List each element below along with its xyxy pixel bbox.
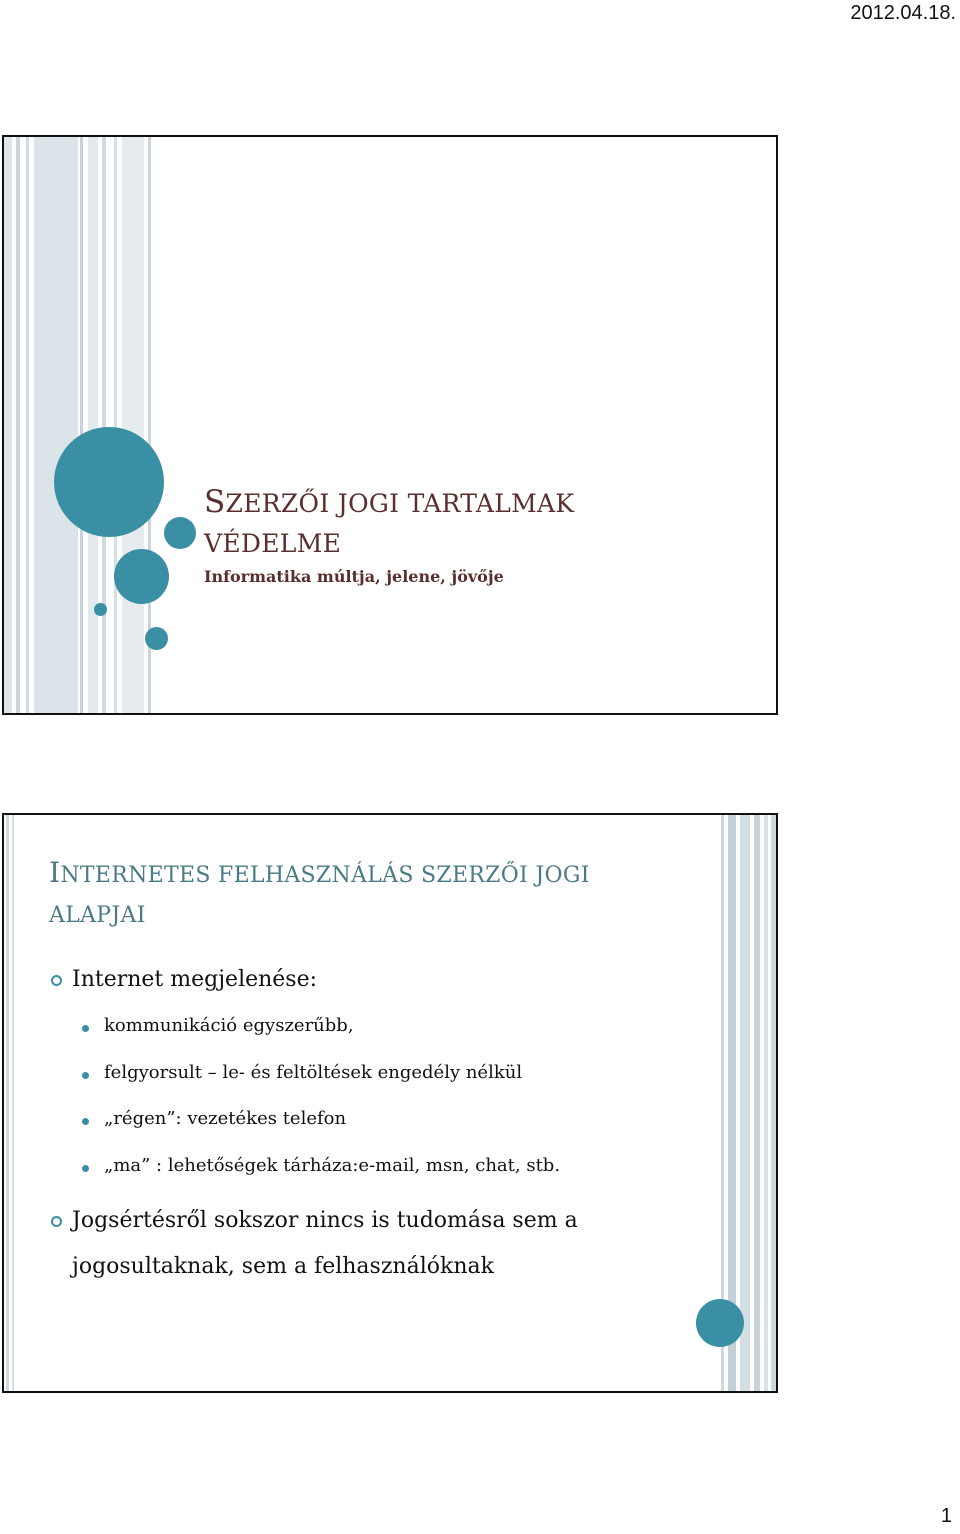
decorative-stripe [4,137,12,713]
decorative-stripe [12,815,14,1391]
decorative-stripe [102,137,106,713]
title-line-2: VÉDELME [204,529,342,558]
title-line-1: NTERNETES FELHASZNÁLÁS SZERZŐI JOGI [60,863,590,888]
dot-bullet-icon [82,1025,89,1032]
slide-1-title [204,482,724,564]
decorative-stripe [26,137,29,713]
dot-bullet-icon [82,1165,89,1172]
decorative-stripe [34,137,78,713]
decorative-stripe [80,137,83,713]
page-number: 1 [940,1505,952,1527]
slide-1-subtitle: Informatika múltja, jelene, jövője [204,567,504,586]
slide-1 [2,135,778,715]
sub-bullet-text: kommunikáció egyszerűbb, [104,1015,354,1036]
bullet-text [72,1198,578,1290]
decorative-stripe [6,815,9,1391]
decorative-stripe [764,815,768,1391]
decorative-stripe [122,137,144,713]
decorative-stripe [754,815,760,1391]
sub-bullet-text: „ma” : lehetőségek tárháza:e-mail, msn, chat, stb. [104,1155,561,1176]
title-line-2: ALAPJAI [49,903,146,928]
dot-bullet-icon [82,1118,89,1125]
decorative-circle [164,517,196,549]
decorative-stripe [148,137,151,713]
decorative-circle [145,627,168,650]
sub-bullet-text: „régen”: vezetékes telefon [104,1108,347,1129]
decorative-circle [54,427,164,537]
title-initial: S [204,484,226,520]
hollow-bullet-icon [51,1216,62,1227]
decorative-stripe [771,815,776,1391]
decorative-circle [94,603,107,616]
decorative-stripe [88,137,98,713]
decorative-circle [696,1299,744,1347]
decorative-stripe [16,137,20,713]
decorative-circle [114,549,169,604]
bullet-text-line-1: Jogsértésről sokszor nincs is tudomása sem a [72,1208,578,1233]
slide-2-title [49,853,699,936]
hollow-bullet-icon [51,975,62,986]
decorative-stripe [114,137,117,713]
slide-2 [2,813,778,1393]
bullet-text-line-2: jogosultaknak, sem a felhasználóknak [72,1254,494,1279]
sub-bullet-text: felgyorsult – le- és feltöltések engedély nélkül [104,1062,523,1083]
dot-bullet-icon [82,1072,89,1079]
decorative-stripe [740,815,750,1391]
title-line-1: ZERZŐI JOGI TARTALMAK [225,489,575,518]
bullet-text: Internet megjelenése: [72,967,318,992]
header-date: 2012.04.18. [850,2,956,24]
title-initial: I [49,856,61,889]
